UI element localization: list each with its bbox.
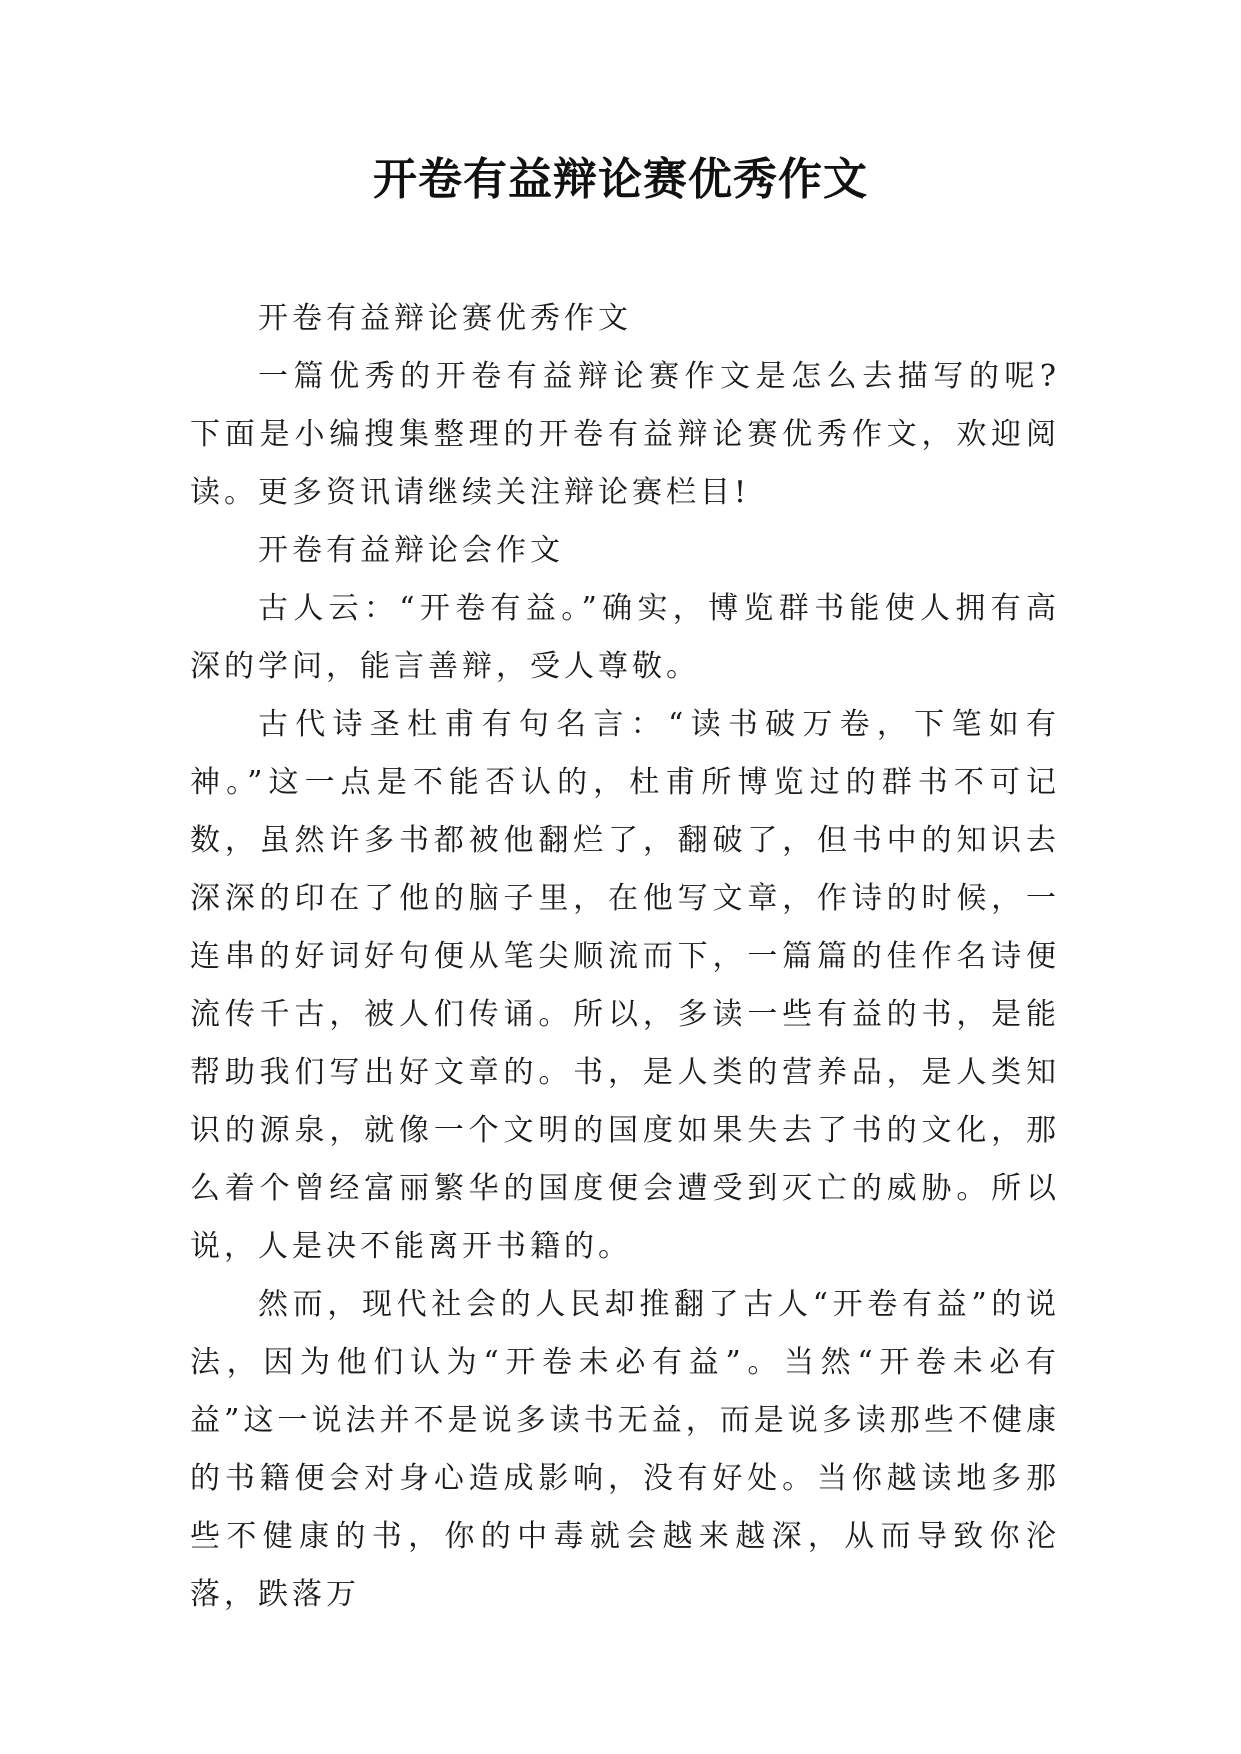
document-title: 开卷有益辩论赛优秀作文 [373,154,868,205]
paragraph-intro: 一篇优秀的开卷有益辩论赛作文是怎么去描写的呢?下面是小编搜集整理的开卷有益辩论赛优秀作文，欢迎阅读。更多资讯请继续关注辩论赛栏目! [190,359,1060,510]
paragraph-modern-view: 然而，现代社会的人民却推翻了古人“开卷有益”的说法，因为他们认为“开卷未必有益”。当然“开卷未必有益”这一说法并不是说多读书无益，而是说多读那些不健康的书籍便会对身心造成影响，没有好处。当你越读地多那些不健康的书，你的中毒就会越来越深，从而导致你沦落，跌落万 [190,1287,1060,1612]
paragraph-dufu: 古代诗圣杜甫有句名言：“读书破万卷，下笔如有神。”这一点是不能否认的，杜甫所博览过的群书不可记数，虽然许多书都被他翻烂了，翻破了，但书中的知识去深深的印在了他的脑子里，在他写文章，作诗的时候，一连串的好词好句便从笔尖顺流而下，一篇篇的佳作名诗便流传千古，被人们传诵。所以，多读一些有益的书，是能帮助我们写出好文章的。书，是人类的营养品，是人类知识的源泉，就像一个文明的国度如果失去了书的文化，那么着个曾经富丽繁华的国度便会遭受到灭亡的威胁。所以说，人是决不能离开书籍的。 [190,707,1060,1264]
paragraph-subtitle: 开卷有益辩论赛优秀作文 [258,301,632,336]
document-body [190,290,1060,1624]
paragraph-quote: 古人云：“开卷有益。”确实，博览群书能使人拥有高深的学问，能言善辩，受人尊敬。 [190,591,1060,684]
paragraph-section-heading: 开卷有益辩论会作文 [258,533,564,568]
